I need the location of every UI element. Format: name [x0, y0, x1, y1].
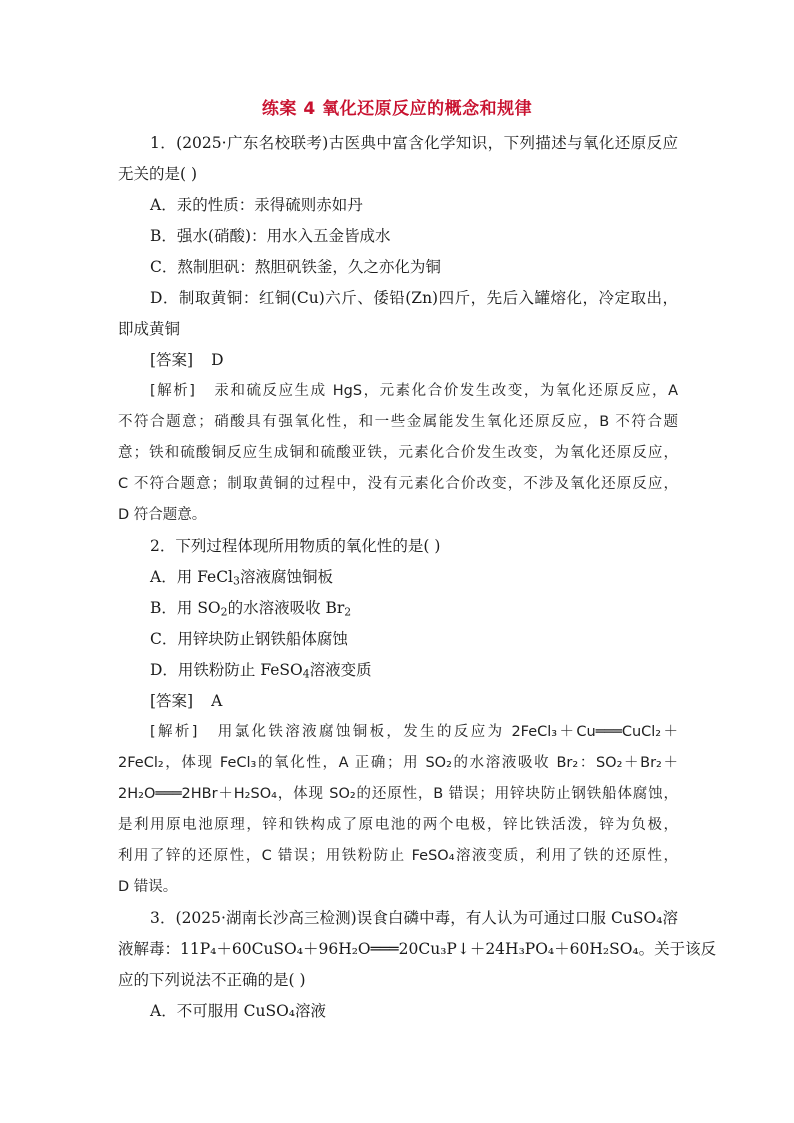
option-text: D．用铁粉防止 FeSO — [150, 661, 303, 679]
q2-analysis-line1 — [118, 717, 678, 748]
q2-option-d — [118, 655, 678, 686]
option-text: A．用 FeCl — [150, 568, 234, 586]
q2-option-c: C．用锌块防止钢铁船体腐蚀 — [150, 630, 348, 648]
analysis-label: [解析] — [150, 724, 198, 740]
q1-option-b: B．强水(硝酸)：用水入五金皆成水 — [150, 227, 391, 245]
answer-value: D — [211, 351, 224, 369]
subscript: 2 — [220, 605, 228, 619]
q2-analysis-line6: D 错误。 — [118, 879, 178, 895]
option-text: B．用 SO — [150, 599, 221, 617]
q2-analysis-line4: 是利用原电池原理，锌和铁构成了原电池的两个电极，锌比铁活泼，锌为负极， — [118, 817, 678, 833]
q1-option-a: A．汞的性质：汞得硫则赤如丹 — [150, 196, 363, 214]
q1-analysis-line4: C 不符合题意；制取黄铜的过程中，没有元素化合价改变，不涉及氧化还原反应， — [118, 476, 678, 492]
option-text: 溶液腐蚀铜板 — [239, 568, 333, 586]
answer-value: A — [211, 692, 223, 710]
q3-option-a: A．不可服用 CuSO₄溶液 — [150, 1002, 327, 1020]
answer-label: [答案] — [150, 692, 194, 710]
q1-analysis-line5: D 符合题意。 — [118, 507, 207, 523]
q1-answer — [118, 345, 678, 376]
q1-stem-line2: 无关的是( ) — [118, 165, 198, 183]
q2-analysis-line5: 利用了锌的还原性，C 错误；用铁粉防止 FeSO₄溶液变质，利用了铁的还原性， — [118, 848, 678, 864]
q2-stem: 2．下列过程体现所用物质的氧化性的是( ) — [150, 537, 441, 555]
q3-stem-line2: 液解毒：11P₄＋60CuSO₄＋96H₂O═══20Cu₃P↓＋24H₃PO₄＋60H₂SO₄。关于该反 — [118, 940, 717, 958]
subscript: 3 — [233, 574, 240, 588]
q2-analysis-line2: 2FeCl₂，体现 FeCl₃的氧化性，A 正确；用 SO₂的水溶液吸收 Br₂：SO₂＋Br₂＋ — [118, 755, 678, 771]
q2-answer — [118, 686, 678, 717]
q3-stem-line1: 3．(2025·湖南长沙高三检测)误食白磷中毒，有人认为可通过口服 CuSO₄溶 — [150, 909, 678, 927]
subscript: 2 — [344, 605, 352, 619]
analysis-text: 用氯化铁溶液腐蚀铜板，发生的反应为 2FeCl₃＋Cu═══CuCl₂＋ — [215, 724, 678, 740]
q2-analysis-line3: 2H₂O═══2HBr＋H₂SO₄，体现 SO₂的还原性，B 错误；用锌块防止钢铁船体腐蚀， — [118, 786, 678, 802]
q3-stem-line3: 应的下列说法不正确的是( ) — [118, 971, 306, 989]
subscript: 4 — [302, 667, 310, 681]
analysis-text: 汞和硫反应生成 HgS，元素化合价发生改变，为氧化还原反应，A — [212, 383, 678, 399]
option-text: 的水溶液吸收 Br — [227, 599, 345, 617]
q1-option-c: C．熬制胆矾：熬胆矾铁釜，久之亦化为铜 — [150, 258, 441, 276]
option-text: 溶液变质 — [309, 661, 372, 679]
analysis-label: [解析] — [150, 383, 195, 399]
q1-stem-line1: 1．(2025·广东名校联考)古医典中富含化学知识，下列描述与氧化还原反应 — [150, 134, 678, 152]
question-content — [118, 128, 717, 1027]
page-title: 练案 4 氧化还原反应的概念和规律 — [261, 99, 533, 119]
q1-option-d-line1: D．制取黄铜：红铜(Cu)六斤、倭铅(Zn)四斤，先后入罐熔化，冷定取出， — [150, 289, 678, 307]
q1-option-d-line2: 即成黄铜 — [118, 320, 181, 338]
q2-option-a — [118, 562, 678, 593]
q1-analysis-line3: 意；铁和硫酸铜反应生成铜和硫酸亚铁，元素化合价发生改变，为氧化还原反应， — [118, 445, 678, 461]
q1-analysis-line2: 不符合题意；硝酸具有强氧化性，和一些金属能发生氧化还原反应，B 不符合题 — [118, 414, 678, 430]
q1-analysis-line1 — [118, 376, 678, 407]
q2-option-b — [118, 593, 678, 624]
answer-label: [答案] — [150, 351, 194, 369]
